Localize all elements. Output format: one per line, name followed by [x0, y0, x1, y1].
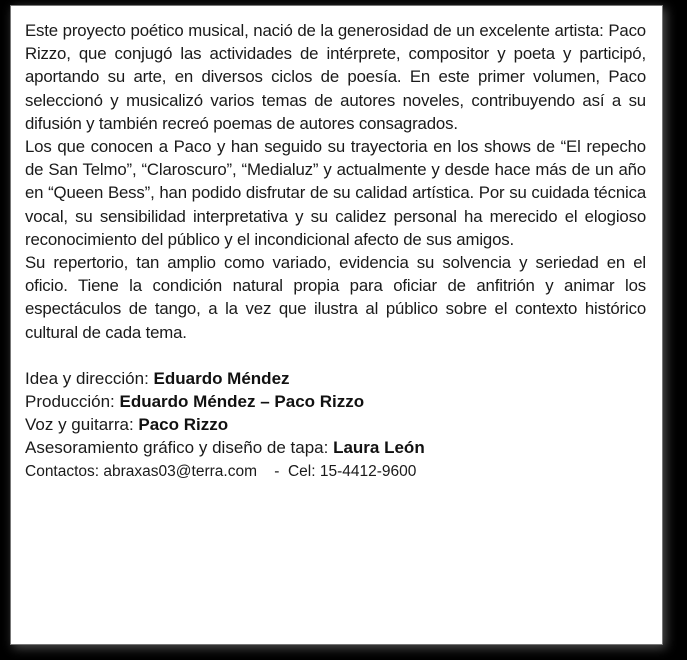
credit-production: [25, 390, 646, 413]
credit-label: Producción:: [25, 392, 120, 412]
text-card: [10, 5, 663, 645]
contact-line: [25, 460, 646, 483]
credit-voice-guitar: [25, 413, 646, 436]
contact-phone: Cel: 15-4412-9600: [287, 462, 417, 480]
credit-label: Voz y guitarra:: [25, 415, 139, 435]
paragraph-repertoire: Su repertorio, tan amplio como variado, evidencia su solvencia y seriedad en el oficio. Tiene la condición natural propia para oficiar de anfitrión y animar los espectáculos de tango, a la vez que ilustra al público sobre el contexto histórico cultural de cada tema.: [25, 253, 646, 342]
paragraph-trajectory: Los que conocen a Paco y han seguido su trayectoria en los shows de “El repecho de San Telmo”, “Claroscuro”, “Medialuz” y actualmente y desde hace más de un año en “Queen Bess”, han podido disfrutar de su calidad artística. Por su cuidada técnica vocal, su sensibilidad interpretativa y su calidez personal ha merecido el elogioso reconocimiento del público y el incondicional afecto de sus amigos.: [25, 137, 646, 249]
contact-email[interactable]: abraxas03@terra.com: [103, 462, 257, 480]
credit-label: Asesoramiento gráfico y diseño de tapa:: [25, 438, 334, 458]
section-gap: [25, 344, 646, 367]
credit-value: Eduardo Méndez – Paco Rizzo: [119, 392, 365, 412]
credit-value: Paco Rizzo: [138, 415, 229, 435]
credit-value: Laura León: [333, 438, 425, 458]
contact-separator: -: [256, 462, 288, 480]
credit-label: Idea y dirección:: [25, 368, 154, 388]
credit-idea: [25, 367, 646, 390]
credit-design: [25, 436, 646, 459]
contact-label: Contactos:: [25, 462, 104, 480]
credit-value: Eduardo Méndez: [153, 368, 290, 388]
paragraph-intro: Este proyecto poético musical, nació de la generosidad de un excelente artista: Paco Rizzo, que conjugó las actividades de intérprete, compositor y poeta y participó, aportando su arte, en diversos ciclos de poesía. En este primer volumen, Paco seleccionó y musicalizó varios temas de autores noveles, contribuyendo así a su difusión y también recreó poemas de autores consagrados.: [25, 21, 646, 133]
